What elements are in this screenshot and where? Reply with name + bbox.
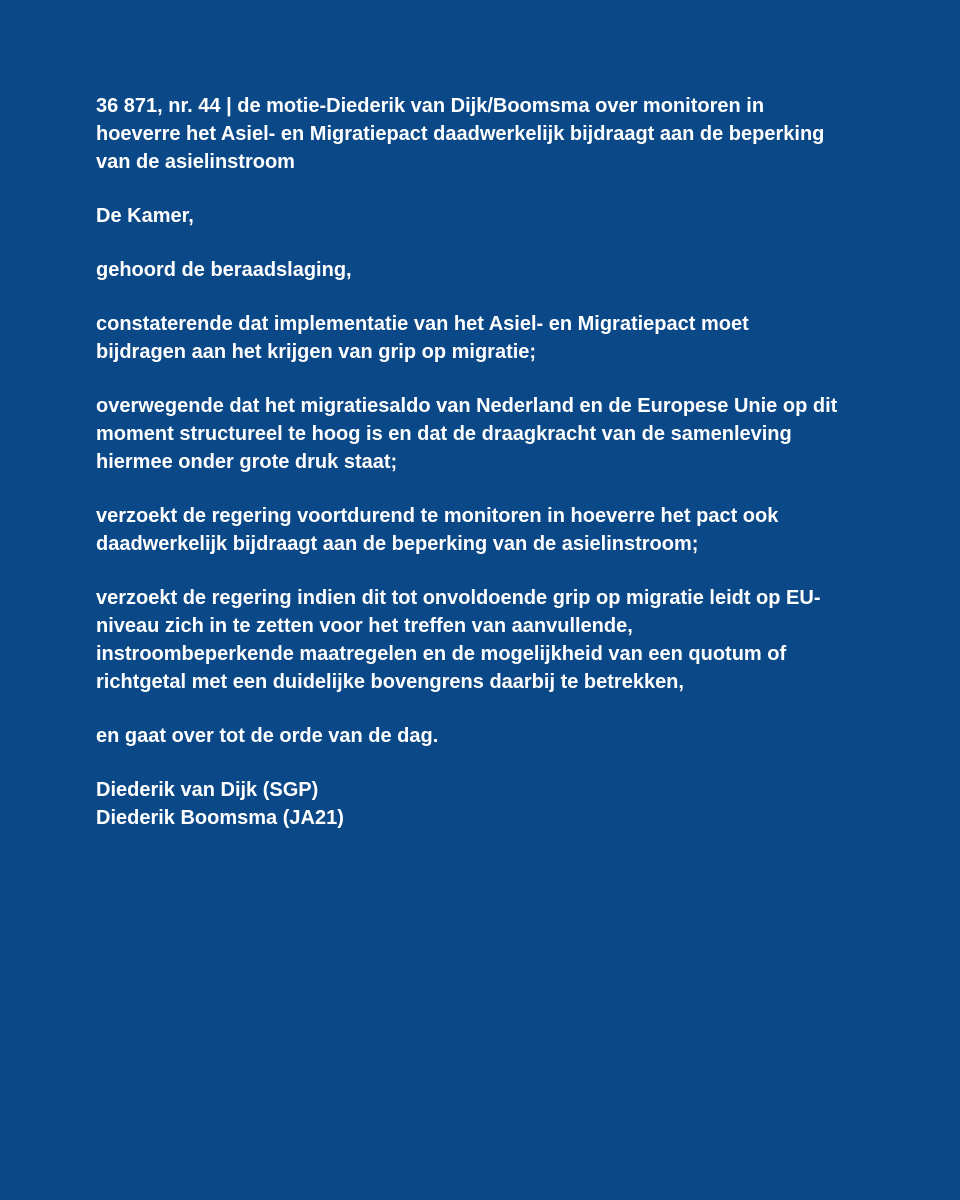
considering-paragraph bbox=[96, 310, 876, 366]
closing-text: en gaat over tot de orde van de dag. bbox=[96, 725, 439, 747]
request-monitor-paragraph bbox=[96, 502, 876, 558]
motion-title-line: van de asielinstroom bbox=[96, 151, 295, 173]
signatories bbox=[96, 776, 876, 832]
request-measures-line: niveau zich in te zetten voor het treffen van aanvullende, bbox=[96, 615, 633, 637]
request-monitor-line: daadwerkelijk bijdraagt aan de beperking van de asielinstroom; bbox=[96, 533, 699, 555]
weighing-line: overwegende dat het migratiesaldo van Nederland en de Europese Unie op dit bbox=[96, 395, 838, 417]
heard-line bbox=[96, 256, 876, 284]
motion-title-line: hoeverre het Asiel- en Migratiepact daadwerkelijk bijdraagt aan de beperking bbox=[96, 123, 825, 145]
opening-line bbox=[96, 202, 876, 230]
request-measures-line: instroombeperkende maatregelen en de mogelijkheid van een quotum of bbox=[96, 643, 787, 665]
weighing-line: moment structureel te hoog is en dat de draagkracht van de samenleving bbox=[96, 423, 792, 445]
weighing-line: hiermee onder grote druk staat; bbox=[96, 451, 398, 473]
request-monitor-line: verzoekt de regering voortdurend te monitoren in hoeverre het pact ook bbox=[96, 505, 779, 527]
considering-line: constaterende dat implementatie van het Asiel- en Migratiepact moet bbox=[96, 313, 749, 335]
signatory: Diederik van Dijk (SGP) bbox=[96, 779, 319, 801]
weighing-paragraph bbox=[96, 392, 876, 476]
motion-title-line: 36 871, nr. 44 | de motie-Diederik van Dijk/Boomsma over monitoren in bbox=[96, 95, 765, 117]
request-measures-line: verzoekt de regering indien dit tot onvoldoende grip op migratie leidt op EU- bbox=[96, 587, 821, 609]
opening-text: De Kamer, bbox=[96, 205, 194, 227]
request-measures-line: richtgetal met een duidelijke bovengrens daarbij te betrekken, bbox=[96, 671, 684, 693]
request-measures-paragraph bbox=[96, 584, 876, 696]
motion-title bbox=[96, 92, 876, 176]
signatory: Diederik Boomsma (JA21) bbox=[96, 807, 344, 829]
heard-text: gehoord de beraadslaging, bbox=[96, 259, 352, 281]
considering-line: bijdragen aan het krijgen van grip op migratie; bbox=[96, 341, 537, 363]
motion-document bbox=[96, 92, 876, 832]
closing-line bbox=[96, 722, 876, 750]
